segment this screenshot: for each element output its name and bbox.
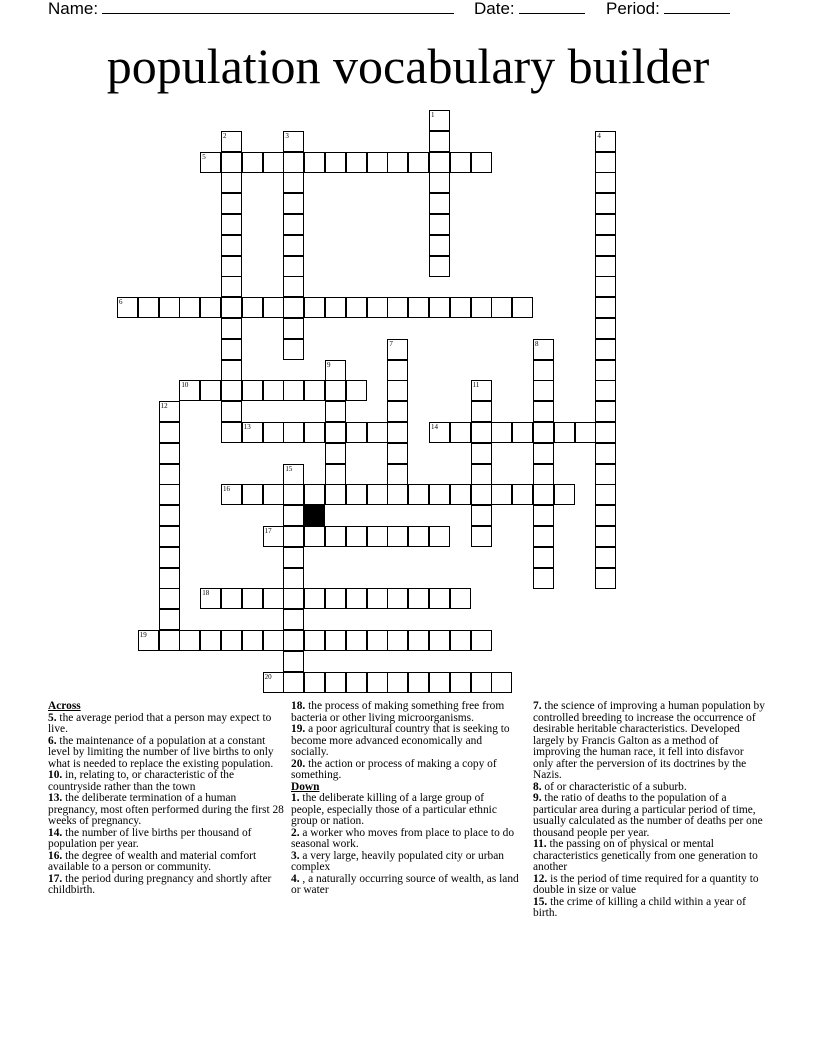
grid-cell[interactable] [179, 630, 200, 651]
grid-cell[interactable] [595, 318, 616, 339]
grid-cell[interactable] [283, 609, 304, 630]
clue-down-8: 8. of or characteristic of a suburb. [533, 780, 687, 793]
grid-cell[interactable] [263, 380, 284, 401]
grid-cell[interactable] [512, 297, 533, 318]
grid-cell[interactable] [263, 297, 284, 318]
clue-down-4: 4. , a naturally occurring source of wealth, as land or water [291, 872, 519, 896]
grid-cell[interactable] [325, 672, 346, 693]
clue-across-19: 19. a poor agricultural country that is seeking to become more advanced economically and socially. [291, 723, 510, 758]
grid-cell[interactable] [325, 152, 346, 173]
grid-cell[interactable] [346, 672, 367, 693]
grid-cell[interactable] [283, 505, 304, 526]
grid-cell[interactable] [408, 672, 429, 693]
grid-cell[interactable] [387, 484, 408, 505]
grid-cell[interactable] [387, 360, 408, 381]
grid-cell[interactable] [304, 484, 325, 505]
grid-cell[interactable] [408, 152, 429, 173]
grid-cell[interactable] [387, 401, 408, 422]
grid-cell[interactable] [429, 152, 450, 173]
clues-column-3 [533, 701, 765, 920]
grid-cell[interactable] [450, 297, 471, 318]
grid-cell[interactable] [283, 297, 304, 318]
grid-cell[interactable] [429, 526, 450, 547]
grid-cell[interactable] [325, 464, 346, 485]
grid-cell[interactable] [304, 526, 325, 547]
grid-cell[interactable] [159, 609, 180, 630]
grid-cell[interactable] [346, 152, 367, 173]
grid-cell[interactable] [595, 235, 616, 256]
grid-cell[interactable] [221, 193, 242, 214]
grid-cell[interactable] [200, 630, 221, 651]
grid-cell[interactable] [595, 422, 616, 443]
grid-cell[interactable] [283, 568, 304, 589]
clue-across-6: 6. the maintenance of a population at a constant level by limiting the number of live births to only what is needed to replace the existing population. [48, 734, 274, 770]
grid-cell[interactable] [325, 401, 346, 422]
grid-cell[interactable] [283, 339, 304, 360]
grid-cell[interactable] [283, 318, 304, 339]
clues-column-2 [291, 701, 519, 897]
grid-cell[interactable] [283, 235, 304, 256]
grid-cell[interactable] [471, 484, 492, 505]
grid-cell[interactable] [429, 588, 450, 609]
clue-number-13: 13 [243, 423, 251, 431]
grid-cell[interactable] [283, 651, 304, 672]
grid-cell[interactable] [533, 443, 554, 464]
grid-cell[interactable] [304, 672, 325, 693]
grid-cell[interactable] [325, 588, 346, 609]
clue-number-14: 14 [431, 423, 438, 431]
grid-cell[interactable] [471, 672, 492, 693]
grid-cell[interactable] [367, 484, 388, 505]
clue-number-18: 18 [202, 589, 210, 598]
clue-across-20: 20. the action or process of making a copy of something. [291, 757, 497, 781]
grid-cell[interactable] [159, 630, 180, 651]
grid-cell[interactable] [533, 526, 554, 547]
grid-cell[interactable] [346, 588, 367, 609]
grid-cell[interactable] [595, 172, 616, 193]
grid-cell[interactable] [429, 297, 450, 318]
grid-cell[interactable] [533, 505, 554, 526]
grid-cell[interactable] [575, 422, 596, 443]
grid-cell[interactable] [471, 526, 492, 547]
grid-cell[interactable] [242, 297, 263, 318]
grid-cell[interactable] [221, 422, 242, 443]
grid-cell[interactable] [595, 464, 616, 485]
clue-number-12: 12 [160, 402, 168, 411]
grid-cell[interactable] [346, 630, 367, 651]
grid-cell[interactable] [533, 484, 554, 505]
grid-cell[interactable] [159, 297, 180, 318]
grid-cell[interactable] [429, 131, 450, 152]
grid-cell[interactable] [346, 422, 367, 443]
grid-cell[interactable] [554, 484, 575, 505]
grid-cell[interactable] [471, 297, 492, 318]
grid-cell[interactable] [200, 380, 221, 401]
date-label: Date: [474, 0, 515, 18]
grid-cell[interactable] [221, 360, 242, 381]
grid-cell[interactable] [325, 484, 346, 505]
grid-cell[interactable] [138, 297, 159, 318]
grid-cell[interactable] [283, 152, 304, 173]
page-title: population vocabulary builder [106, 38, 710, 94]
grid-cell[interactable] [159, 464, 180, 485]
grid-cell[interactable] [595, 568, 616, 589]
clue-number-4: 4 [597, 131, 601, 140]
down-heading: Down [291, 780, 320, 793]
grid-cell[interactable] [159, 484, 180, 505]
grid-cell[interactable] [387, 443, 408, 464]
grid-cell[interactable] [325, 297, 346, 318]
across-heading: Across [48, 700, 81, 712]
grid-cell[interactable] [221, 276, 242, 297]
clue-down-15: 15. the crime of killing a child within a year of birth. [533, 895, 746, 919]
period-label: Period: [606, 0, 660, 18]
grid-cell[interactable] [304, 297, 325, 318]
grid-cell[interactable] [429, 484, 450, 505]
grid-cell[interactable] [595, 339, 616, 360]
clue-down-2: 2. a worker who moves from place to place to do seasonal work. [291, 826, 515, 850]
clue-number-20: 20 [264, 672, 272, 681]
clue-number-15: 15 [285, 464, 293, 473]
grid-cell[interactable] [471, 401, 492, 422]
grid-cell[interactable] [533, 380, 554, 401]
grid-cell[interactable] [595, 297, 616, 318]
grid-cell[interactable] [346, 526, 367, 547]
grid-cell[interactable] [367, 526, 388, 547]
black-cell [304, 505, 325, 526]
grid-cell[interactable] [221, 339, 242, 360]
clue-across-13: 13. the deliberate termination of a human pregnancy, most often performed during the first 28 weeks of pregnancy. [48, 792, 284, 827]
grid-cell[interactable] [242, 380, 263, 401]
grid-cell[interactable] [325, 443, 346, 464]
grid-cell[interactable] [450, 672, 471, 693]
clue-across-16: 16. the degree of wealth and material comfort available to a person or community. [48, 849, 257, 873]
grid-cell[interactable] [554, 422, 575, 443]
clue-across-5: 5. the average period that a person may expect to live. [48, 711, 272, 735]
clue-across-10: 10. in, relating to, or characteristic of the countryside rather than the town [48, 769, 235, 793]
grid-cell[interactable] [595, 547, 616, 568]
clue-number-10: 10 [181, 381, 189, 390]
grid-cell[interactable] [408, 297, 429, 318]
grid-cell[interactable] [242, 588, 263, 609]
grid-cell[interactable] [367, 152, 388, 173]
grid-cell[interactable] [283, 547, 304, 568]
grid-cell[interactable] [429, 672, 450, 693]
clue-number-5: 5 [202, 152, 206, 161]
grid-cell[interactable] [159, 505, 180, 526]
grid-cell[interactable] [429, 214, 450, 235]
grid-cell[interactable] [595, 276, 616, 297]
grid-cell[interactable] [346, 484, 367, 505]
grid-cell[interactable] [595, 505, 616, 526]
clues-column-1 [48, 701, 284, 897]
grid-cell[interactable] [221, 630, 242, 651]
grid-cell[interactable] [159, 547, 180, 568]
grid-cell[interactable] [221, 235, 242, 256]
clue-number-2: 2 [223, 131, 227, 140]
grid-cell[interactable] [408, 588, 429, 609]
grid-cell[interactable] [221, 214, 242, 235]
grid-cell[interactable] [304, 422, 325, 443]
grid-cell[interactable] [491, 672, 512, 693]
grid-cell[interactable] [221, 152, 242, 173]
grid-cell[interactable] [387, 588, 408, 609]
grid-cell[interactable] [387, 297, 408, 318]
grid-cell[interactable] [387, 672, 408, 693]
grid-cell[interactable] [263, 152, 284, 173]
grid-cell[interactable] [533, 422, 554, 443]
grid-cell[interactable] [159, 568, 180, 589]
grid-cell[interactable] [159, 422, 180, 443]
grid-cell[interactable] [367, 297, 388, 318]
grid-cell[interactable] [221, 380, 242, 401]
grid-cell[interactable] [429, 630, 450, 651]
clue-number-7: 7 [389, 339, 393, 348]
grid-cell[interactable] [221, 588, 242, 609]
grid-cell[interactable] [450, 588, 471, 609]
grid-cell[interactable] [283, 193, 304, 214]
grid-cell[interactable] [450, 152, 471, 173]
grid-cell[interactable] [512, 484, 533, 505]
name-label: Name: [48, 0, 99, 18]
grid-cell[interactable] [159, 588, 180, 609]
grid-cell[interactable] [595, 401, 616, 422]
grid-cell[interactable] [387, 526, 408, 547]
grid-cell[interactable] [263, 630, 284, 651]
grid-cell[interactable] [491, 484, 512, 505]
grid-cell[interactable] [471, 443, 492, 464]
grid-cell[interactable] [325, 630, 346, 651]
grid-cell[interactable] [429, 235, 450, 256]
grid-cell[interactable] [159, 443, 180, 464]
grid-cell[interactable] [367, 630, 388, 651]
clue-across-18: 18. the process of making something free from bacteria or other living microorganisms. [291, 700, 505, 724]
clue-across-17: 17. the period during pregnancy and shortly after childbirth. [48, 872, 272, 896]
grid-cell[interactable] [471, 464, 492, 485]
grid-cell[interactable] [595, 193, 616, 214]
clue-down-9: 9. the ratio of deaths to the population of a particular area during a particular period of time, usually calculated as the number of deaths per one thousand people per year. [533, 792, 763, 839]
grid-cell[interactable] [491, 297, 512, 318]
clue-down-12: 12. is the period of time required for a quantity to double in size or value [533, 872, 759, 896]
grid-cell[interactable] [491, 422, 512, 443]
grid-cell[interactable] [387, 152, 408, 173]
grid-cell[interactable] [283, 672, 304, 693]
grid-cell[interactable] [367, 588, 388, 609]
grid-cell[interactable] [221, 172, 242, 193]
grid-cell[interactable] [263, 484, 284, 505]
clue-number-16: 16 [223, 485, 230, 494]
grid-cell[interactable] [450, 484, 471, 505]
grid-cell[interactable] [533, 360, 554, 381]
grid-cell[interactable] [533, 547, 554, 568]
grid-cell[interactable] [263, 422, 284, 443]
grid-cell[interactable] [367, 422, 388, 443]
grid-cell[interactable] [471, 422, 492, 443]
grid-cell[interactable] [283, 256, 304, 277]
clue-down-1: 1. the deliberate killing of a large group of people, especially those of a particular ethnic group or nation. [291, 792, 497, 827]
grid-cell[interactable] [595, 526, 616, 547]
clue-across-14: 14. the number of live births per thousand of population per year. [48, 826, 252, 850]
grid-cell[interactable] [325, 526, 346, 547]
grid-cell[interactable] [450, 422, 471, 443]
grid-cell[interactable] [263, 588, 284, 609]
grid-cell[interactable] [595, 214, 616, 235]
grid-cell[interactable] [242, 484, 263, 505]
grid-cell[interactable] [283, 526, 304, 547]
grid-cell[interactable] [346, 297, 367, 318]
grid-cell[interactable] [304, 588, 325, 609]
clue-number-19: 19 [139, 631, 147, 639]
grid-cell[interactable] [387, 380, 408, 401]
grid-cell[interactable] [283, 484, 304, 505]
grid-cell[interactable] [346, 380, 367, 401]
grid-cell[interactable] [221, 256, 242, 277]
grid-cell[interactable] [450, 630, 471, 651]
grid-cell[interactable] [429, 256, 450, 277]
grid-cell[interactable] [595, 443, 616, 464]
clue-number-8: 8 [535, 339, 539, 348]
grid-cell[interactable] [283, 172, 304, 193]
clue-number-6: 6 [119, 298, 123, 307]
clue-down-3: 3. a very large, heavily populated city or urban complex [291, 849, 504, 873]
grid-cell[interactable] [283, 276, 304, 297]
grid-cell[interactable] [387, 464, 408, 485]
grid-cell[interactable] [283, 380, 304, 401]
grid-cell[interactable] [429, 172, 450, 193]
grid-cell[interactable] [283, 630, 304, 651]
grid-cell[interactable] [304, 380, 325, 401]
grid-cell[interactable] [429, 193, 450, 214]
grid-cell[interactable] [242, 630, 263, 651]
grid-cell[interactable] [387, 422, 408, 443]
grid-cell[interactable] [533, 568, 554, 589]
grid-cell[interactable] [595, 484, 616, 505]
grid-cell[interactable] [221, 318, 242, 339]
clue-down-7: 7. the science of improving a human population by controlled breeding to increase the occurrence of desirable heritable characteristics. Developed largely by Francis Galton as a method of improving the human race, it fell into disfavor only after the perversion of its doctrines by the Nazis. [533, 700, 765, 781]
clue-number-1: 1 [431, 111, 435, 119]
grid-cell[interactable] [595, 360, 616, 381]
clue-number-17: 17 [264, 527, 272, 535]
clue-number-3: 3 [285, 131, 289, 140]
grid-cell[interactable] [512, 422, 533, 443]
grid-cell[interactable] [533, 401, 554, 422]
grid-cell[interactable] [325, 380, 346, 401]
grid-cell[interactable] [221, 297, 242, 318]
clue-number-11: 11 [472, 381, 480, 390]
grid-cell[interactable] [221, 401, 242, 422]
grid-cell[interactable] [387, 630, 408, 651]
grid-cell[interactable] [200, 297, 221, 318]
grid-cell[interactable] [595, 380, 616, 401]
grid-cell[interactable] [242, 152, 263, 173]
grid-cell[interactable] [159, 526, 180, 547]
grid-cell[interactable] [408, 630, 429, 651]
grid-cell[interactable] [471, 505, 492, 526]
grid-cell[interactable] [595, 256, 616, 277]
grid-cell[interactable] [283, 214, 304, 235]
grid-cell[interactable] [283, 588, 304, 609]
grid-cell[interactable] [595, 152, 616, 173]
grid-cell[interactable] [304, 630, 325, 651]
grid-cell[interactable] [283, 422, 304, 443]
grid-cell[interactable] [471, 152, 492, 173]
clue-number-9: 9 [327, 360, 331, 369]
grid-cell[interactable] [408, 484, 429, 505]
grid-cell[interactable] [471, 630, 492, 651]
clue-down-11: 11. the passing on of physical or mental characteristics genetically from one generation to another [533, 838, 758, 873]
grid-cell[interactable] [408, 526, 429, 547]
grid-cell[interactable] [367, 672, 388, 693]
grid-cell[interactable] [179, 297, 200, 318]
grid-cell[interactable] [325, 422, 346, 443]
grid-cell[interactable] [533, 464, 554, 485]
grid-cell[interactable] [304, 152, 325, 173]
